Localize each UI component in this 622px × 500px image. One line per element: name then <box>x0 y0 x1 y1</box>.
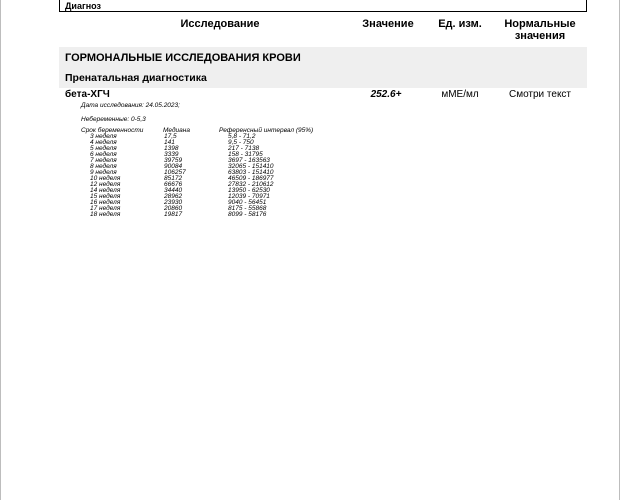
cell-term: 6 неделя <box>90 151 117 158</box>
cell-median: 17,5 <box>164 133 177 140</box>
column-header-normal-line1: Нормальные <box>504 18 576 30</box>
subsection-title: Пренатальная диагностика <box>65 72 207 84</box>
analyte-units: мМЕ/мл <box>441 89 479 100</box>
cell-interval: 63803 - 151410 <box>228 169 274 176</box>
diagnosis-box <box>59 0 587 12</box>
cell-interval: 32065 - 151410 <box>228 163 274 170</box>
cell-interval: 12039 - 70971 <box>228 193 270 200</box>
column-header-normal-line2: значения <box>514 30 566 42</box>
cell-term: 17 неделя <box>90 205 121 212</box>
cell-term: 10 неделя <box>90 175 121 182</box>
cell-interval: 8099 - 58176 <box>228 211 267 218</box>
cell-interval: 217 - 7138 <box>228 145 260 152</box>
cell-median: 85172 <box>164 175 183 182</box>
cell-median: 23930 <box>164 199 183 206</box>
diagnosis-label: Диагноз <box>65 1 101 11</box>
cell-interval: 5,8 - 71,2 <box>228 133 256 140</box>
cell-median: 3339 <box>164 151 179 158</box>
cell-interval: 158 - 31795 <box>228 151 263 158</box>
column-header-normal <box>500 18 580 42</box>
cell-interval: 8175 - 55868 <box>228 205 267 212</box>
cell-term: 14 неделя <box>90 187 121 194</box>
analyte-normal-values: Смотри текст <box>508 89 572 100</box>
analyte-value: 252.6+ <box>370 89 402 100</box>
cell-interval: 9,5 - 750 <box>228 139 254 146</box>
study-date: Дата исследования: 24.05.2023; <box>81 102 180 109</box>
column-header-study: Исследование <box>180 18 260 30</box>
header-term: Срок беременности <box>81 127 144 134</box>
section-band <box>59 47 587 68</box>
column-header-units: Ед. изм. <box>438 18 482 30</box>
cell-interval: 9040 - 56451 <box>228 199 267 206</box>
header-interval: Референсный интервал (95%) <box>219 127 314 134</box>
cell-median: 39759 <box>164 157 183 164</box>
cell-median: 34440 <box>164 187 183 194</box>
cell-median: 66676 <box>164 181 183 188</box>
cell-median: 19817 <box>164 211 183 218</box>
reference-table <box>81 128 313 218</box>
header-median: Медиана <box>163 127 190 134</box>
cell-term: 3 неделя <box>90 133 117 140</box>
cell-interval: 46509 - 186977 <box>228 175 274 182</box>
cell-median: 28962 <box>164 193 183 200</box>
cell-interval: 3697 - 163563 <box>228 157 270 164</box>
cell-term: 8 неделя <box>90 163 117 170</box>
cell-term: 4 неделя <box>90 139 117 146</box>
page-border-left <box>0 0 1 500</box>
cell-term: 5 неделя <box>90 145 117 152</box>
cell-term: 7 неделя <box>90 157 117 164</box>
section-title: ГОРМОНАЛЬНЫЕ ИССЛЕДОВАНИЯ КРОВИ <box>65 52 301 64</box>
cell-median: 1398 <box>164 145 179 152</box>
cell-term: 15 неделя <box>90 193 121 200</box>
cell-term: 16 неделя <box>90 199 121 206</box>
cell-median: 20860 <box>164 205 183 212</box>
cell-interval: 13950 - 62530 <box>228 187 270 194</box>
analyte-name: бета-ХГЧ <box>65 89 110 100</box>
cell-term: 18 неделя <box>90 211 121 218</box>
cell-median: 106257 <box>164 169 186 176</box>
column-header-value: Значение <box>362 18 414 30</box>
subsection-band <box>59 68 587 88</box>
cell-median: 141 <box>164 139 175 146</box>
cell-interval: 27832 - 210612 <box>228 181 274 188</box>
table-row <box>81 212 313 218</box>
cell-median: 90084 <box>164 163 183 170</box>
nonpregnant-reference: Небеременные: 0-5,3 <box>81 116 146 123</box>
cell-term: 9 неделя <box>90 169 117 176</box>
cell-term: 12 неделя <box>90 181 121 188</box>
page-border-right <box>619 0 620 500</box>
